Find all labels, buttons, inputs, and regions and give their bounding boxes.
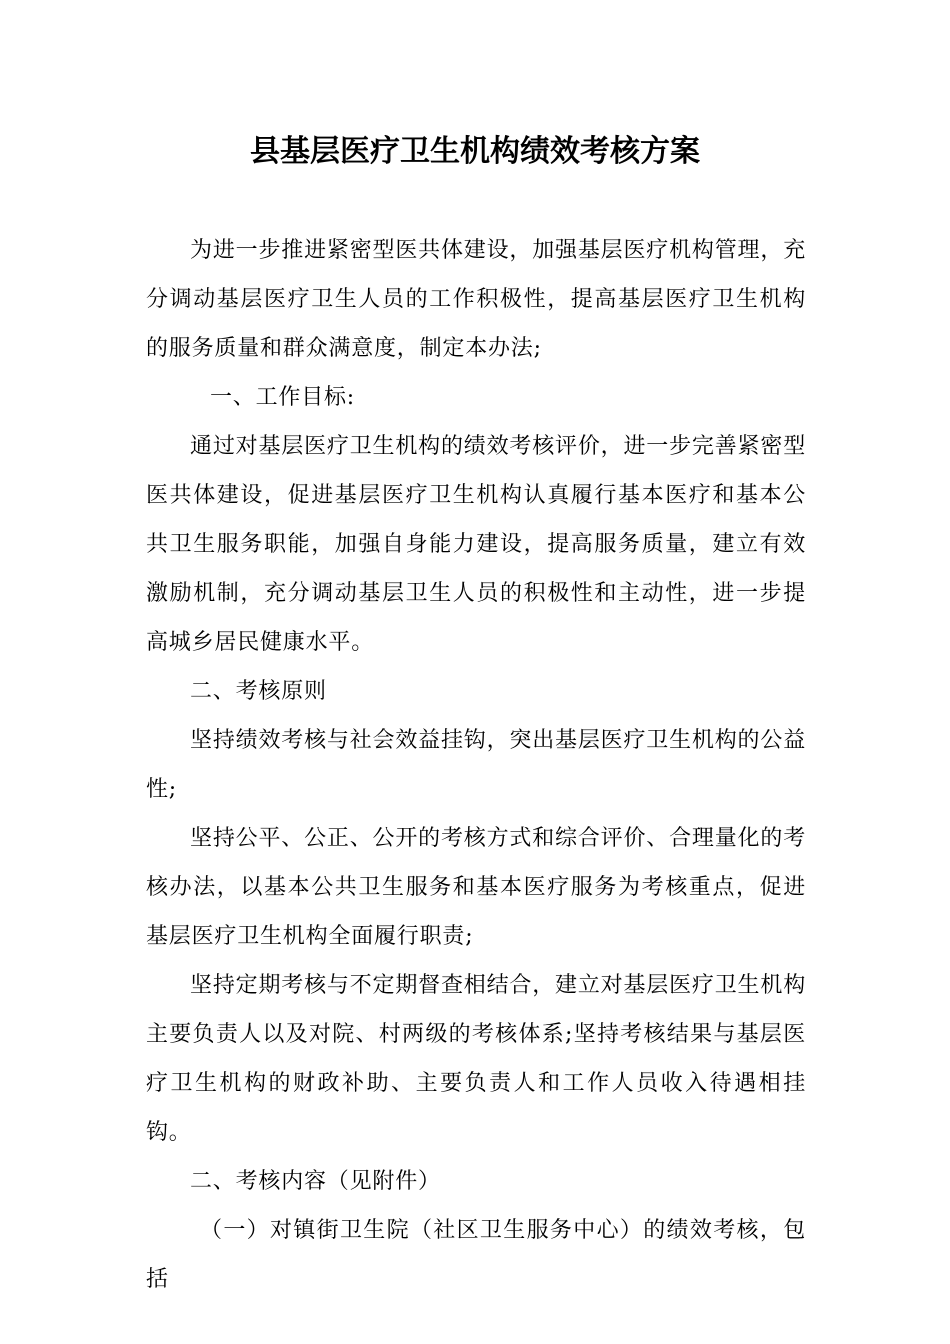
principle-paragraph-3: 坚持定期考核与不定期督查相结合，建立对基层医疗卫生机构主要负责人以及对院、村两级的考核体系;坚持考核结果与基层医疗卫生机构的财政补助、主要负责人和工作人员收入待遇相挂钩。: [146, 973, 806, 1145]
document-title: 县基层医疗卫生机构绩效考核方案: [250, 134, 700, 169]
section-heading-goals: 一、工作目标:: [210, 385, 356, 410]
principle-paragraph-1: 坚持绩效考核与社会效益挂钩，突出基层医疗卫生机构的公益性;: [146, 728, 806, 802]
goals-paragraph: 通过对基层医疗卫生机构的绩效考核评价，进一步完善紧密型医共体建设，促进基层医疗卫生机构认真履行基本医疗和基本公共卫生服务职能，加强自身能力建设，提高服务质量，建立有效激励机制，充分调动基层卫生人员的积极性和主动性，进一步提高城乡居民健康水平。: [146, 434, 806, 655]
section-heading-content: 二、考核内容（见附件）: [190, 1169, 441, 1194]
section-heading-principles: 二、考核原则: [190, 679, 327, 704]
intro-paragraph: 为进一步推进紧密型医共体建设，加强基层医疗机构管理，充分调动基层医疗卫生人员的工作积极性，提高基层医疗卫生机构的服务质量和群众满意度，制定本办法;: [146, 238, 806, 361]
document-body: [146, 226, 806, 1304]
content-item-1: （一）对镇街卫生院（社区卫生服务中心）的绩效考核，包括: [146, 1218, 806, 1292]
principle-paragraph-2: 坚持公平、公正、公开的考核方式和综合评价、合理量化的考核办法，以基本公共卫生服务和基本医疗服务为考核重点，促进基层医疗卫生机构全面履行职责;: [146, 826, 806, 949]
